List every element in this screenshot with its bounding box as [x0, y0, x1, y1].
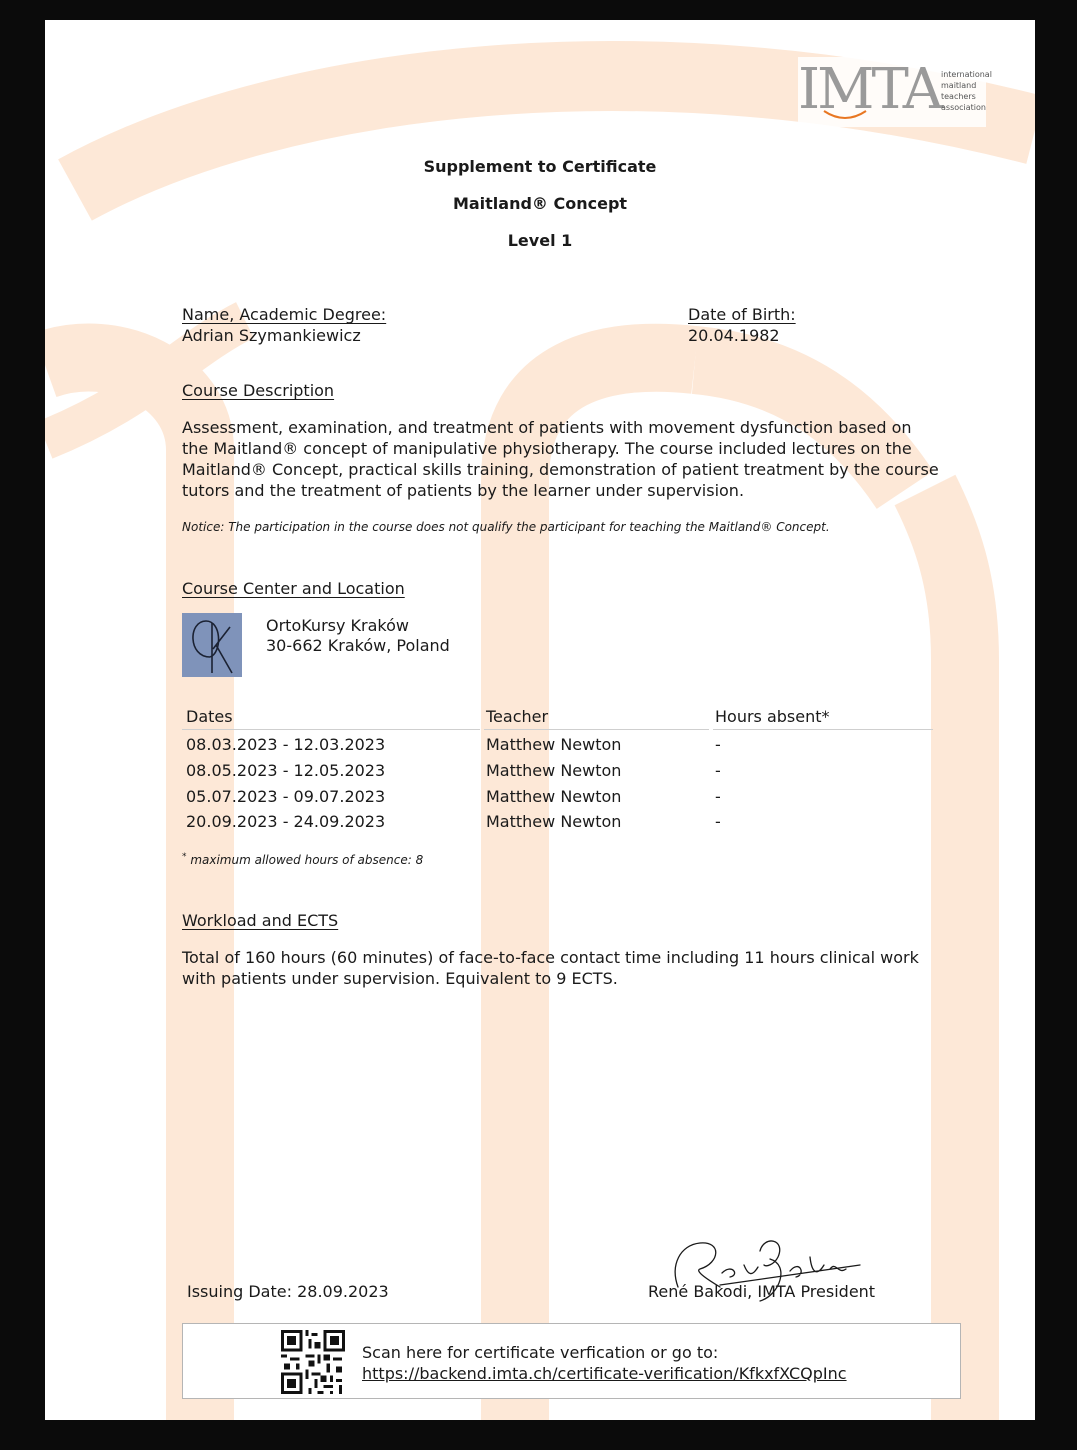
schedule-table	[182, 707, 934, 837]
column-header-hours-absent: Hours absent*	[715, 707, 830, 726]
name-label: Name, Academic Degree:	[182, 305, 387, 324]
document-level: Level 1	[507, 231, 573, 250]
ortokursy-logo	[182, 613, 242, 677]
header-divider	[713, 729, 933, 730]
table-row	[182, 787, 934, 809]
workload-text: Total of 160 hours (60 minutes) of face-to-face contact time including 11 hours clinical work with patients under supervision. Equivalent to 9 ECTS.	[182, 948, 919, 988]
column-header-teacher: Teacher	[486, 707, 549, 726]
verification-instruction: Scan here for certificate verfication or go to:	[362, 1343, 719, 1362]
center-name: OrtoKursy Kraków	[266, 616, 409, 635]
verification-link[interactable]: https://backend.imta.ch/certificate-verification/KfkxfXCQpInc	[362, 1364, 847, 1383]
imta-logo-subtitle	[941, 69, 992, 113]
qr-code-icon[interactable]	[281, 1330, 345, 1394]
ortokursy-logo-mark	[182, 613, 242, 677]
dob-value: 20.04.1982	[688, 326, 780, 345]
teacher-cell: Matthew Newton	[486, 787, 622, 806]
document-subtitle: Maitland® Concept	[452, 194, 628, 213]
footnote-text: maximum allowed hours of absence: 8	[190, 853, 424, 867]
teacher-cell: Matthew Newton	[486, 761, 622, 780]
absence-footnote	[182, 852, 423, 867]
certificate-page	[45, 20, 1035, 1420]
notice-text: Notice: The participation in the course does not qualify the participant for teaching the Maitland® Concept.	[182, 520, 830, 534]
course-description-text: Assessment, examination, and treatment of patients with movement dysfunction based on the Maitland® concept of manipulative physiotherapy. The course included lectures on the Maitland® Concept, practical skills training, demonstration of patient treatment by the course tutors and the treatment of patients by the learner under supervision.	[182, 418, 939, 500]
workload-heading: Workload and ECTS	[182, 911, 339, 930]
document-title: Supplement to Certificate	[423, 157, 657, 176]
date-range-cell: 08.05.2023 - 12.05.2023	[186, 761, 386, 780]
course-center-heading: Course Center and Location	[182, 579, 405, 598]
column-header-dates: Dates	[186, 707, 233, 726]
signatory-name: René Bakodi, IMTA President	[648, 1282, 876, 1301]
hours-absent-cell: -	[715, 761, 721, 780]
logo-arc-icon	[822, 107, 868, 123]
verification-box	[182, 1323, 961, 1399]
table-row	[182, 761, 934, 783]
header-divider	[182, 729, 480, 730]
center-address: 30-662 Kraków, Poland	[266, 636, 450, 655]
logo-line: association	[941, 103, 986, 112]
date-range-cell: 08.03.2023 - 12.03.2023	[186, 735, 386, 754]
teacher-cell: Matthew Newton	[486, 812, 622, 831]
imta-logo	[798, 57, 992, 127]
course-description-heading: Course Description	[182, 381, 335, 400]
logo-line: teachers	[941, 92, 976, 101]
table-row	[182, 812, 934, 834]
date-range-cell: 05.07.2023 - 09.07.2023	[186, 787, 386, 806]
teacher-cell: Matthew Newton	[486, 735, 622, 754]
footnote-marker: *	[182, 852, 187, 862]
name-value: Adrian Szymankiewicz	[182, 326, 361, 345]
dob-label: Date of Birth:	[688, 305, 796, 324]
date-range-cell: 20.09.2023 - 24.09.2023	[186, 812, 386, 831]
table-row	[182, 735, 934, 757]
verification-text-block	[362, 1342, 847, 1384]
hours-absent-cell: -	[715, 812, 721, 831]
header-divider	[484, 729, 709, 730]
logo-line: international	[941, 70, 992, 79]
logo-line: maitland	[941, 81, 977, 90]
issuing-date: Issuing Date: 28.09.2023	[187, 1282, 389, 1301]
hours-absent-cell: -	[715, 735, 721, 754]
hours-absent-cell: -	[715, 787, 721, 806]
imta-logo-word: IMTA	[798, 57, 941, 122]
